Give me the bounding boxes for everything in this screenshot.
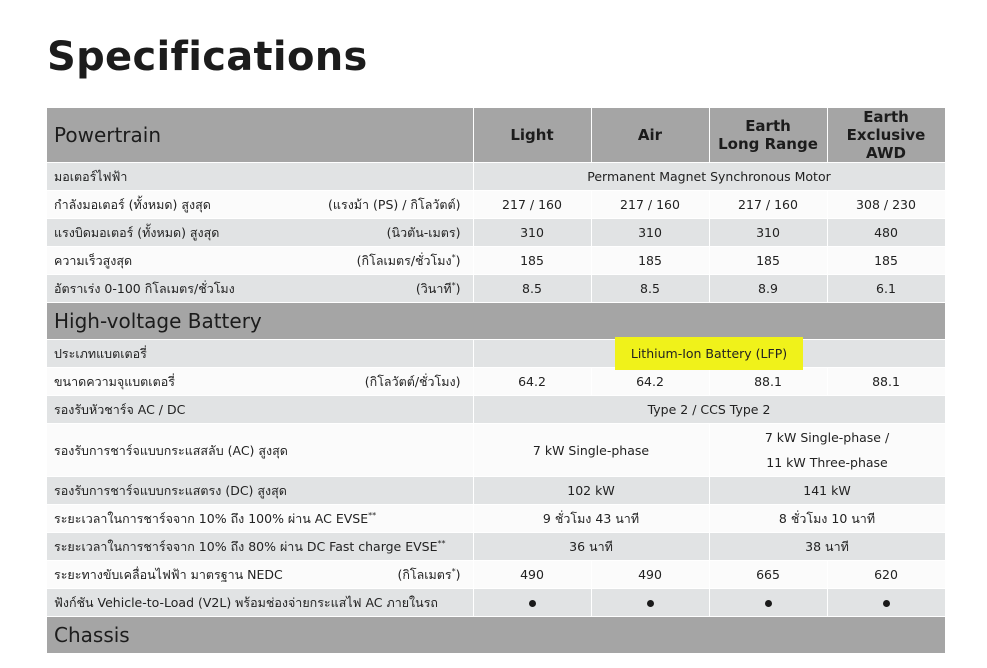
table-row (47, 533, 945, 561)
highlight-marker: Lithium-Ion Battery (LFP) (615, 337, 803, 370)
table-row (47, 424, 945, 477)
row-label: รองรับหัวชาร์จ AC / DC (47, 396, 473, 424)
value-cell: 185 (591, 247, 709, 275)
model-header-air: Air (591, 108, 709, 163)
model-header-earth-long-range: Earth Long Range (709, 108, 827, 163)
value-cell: 185 (709, 247, 827, 275)
feature-cell (473, 589, 591, 617)
section-title-powertrain: Powertrain (47, 108, 473, 163)
feature-cell (591, 589, 709, 617)
pair-value: 102 kW (473, 477, 709, 505)
feature-cell (827, 589, 945, 617)
row-unit: (กิโลเมตร/ชั่วโมง*) (356, 252, 461, 268)
value-cell: 8.9 (709, 275, 827, 303)
value-cell: 308 / 230 (827, 191, 945, 219)
value-cell: 185 (473, 247, 591, 275)
table-row (47, 275, 945, 303)
filled-dot-icon (647, 600, 654, 607)
merged-value: Type 2 / CCS Type 2 (473, 396, 945, 424)
value-cell: 64.2 (473, 368, 591, 396)
powertrain-header-row (47, 108, 945, 163)
row-label: แรงบิดมอเตอร์ (ทั้งหมด) สูงสุด (นิวตัน-เมตร) (47, 219, 473, 247)
row-unit: (กิโลเมตร*) (397, 566, 461, 582)
row-unit: (วินาที*) (415, 280, 461, 296)
value-cell: 217 / 160 (709, 191, 827, 219)
chassis-header-row (47, 617, 945, 654)
value-cell: 8.5 (591, 275, 709, 303)
model-header-light: Light (473, 108, 591, 163)
value-cell: 8.5 (473, 275, 591, 303)
row-label: มอเตอร์ไฟฟ้า (47, 163, 473, 191)
value-cell: 490 (473, 561, 591, 589)
row-label: ฟังก์ชัน Vehicle-to-Load (V2L) พร้อมช่องจ่ายกระแสไฟ AC ภายในรถ (47, 589, 473, 617)
row-label: ประเภทแบตเตอรี่ (47, 340, 473, 368)
table-row (47, 247, 945, 275)
section-title-battery: High-voltage Battery (47, 303, 945, 340)
value-cell: 310 (591, 219, 709, 247)
value-cell: 480 (827, 219, 945, 247)
row-label: ระยะเวลาในการชาร์จจาก 10% ถึง 100% ผ่าน AC EVSE** (47, 505, 473, 533)
table-row (47, 219, 945, 247)
merged-value (473, 340, 945, 368)
value-cell: 217 / 160 (473, 191, 591, 219)
pair-value: 7 kW Single-phase / 11 kW Three-phase (709, 424, 945, 477)
table-row (47, 561, 945, 589)
filled-dot-icon (883, 600, 890, 607)
spec-table (47, 108, 945, 654)
table-row (47, 505, 945, 533)
table-row (47, 589, 945, 617)
row-label: รองรับการชาร์จแบบกระแสสลับ (AC) สูงสุด (47, 424, 473, 477)
row-label: ขนาดความจุแบตเตอรี่ (กิโลวัตต์/ชั่วโมง) (47, 368, 473, 396)
filled-dot-icon (765, 600, 772, 607)
pair-value: 8 ชั่วโมง 10 นาที (709, 505, 945, 533)
value-cell: 310 (473, 219, 591, 247)
table-row (47, 477, 945, 505)
row-label: ระยะเวลาในการชาร์จจาก 10% ถึง 80% ผ่าน DC Fast charge EVSE** (47, 533, 473, 561)
pair-value: 38 นาที (709, 533, 945, 561)
value-cell: 217 / 160 (591, 191, 709, 219)
value-cell: 620 (827, 561, 945, 589)
table-row (47, 340, 945, 368)
merged-value: Permanent Magnet Synchronous Motor (473, 163, 945, 191)
pair-value: 36 นาที (473, 533, 709, 561)
value-cell: 88.1 (709, 368, 827, 396)
row-label: ความเร็วสูงสุด (กิโลเมตร/ชั่วโมง*) (47, 247, 473, 275)
table-row (47, 368, 945, 396)
value-cell: 88.1 (827, 368, 945, 396)
row-unit: (กิโลวัตต์/ชั่วโมง) (364, 373, 461, 389)
value-cell: 64.2 (591, 368, 709, 396)
battery-header-row (47, 303, 945, 340)
row-unit: (นิวตัน-เมตร) (386, 224, 461, 240)
value-cell: 310 (709, 219, 827, 247)
table-row (47, 191, 945, 219)
row-label: กำลังมอเตอร์ (ทั้งหมด) สูงสุด (แรงม้า (PS) / กิโลวัตต์) (47, 191, 473, 219)
row-unit: (แรงม้า (PS) / กิโลวัตต์) (328, 196, 461, 212)
row-label: รองรับการชาร์จแบบกระแสตรง (DC) สูงสุด (47, 477, 473, 505)
filled-dot-icon (529, 600, 536, 607)
page-title: Specifications (47, 34, 368, 80)
row-label: อัตราเร่ง 0-100 กิโลเมตร/ชั่วโมง (วินาที*) (47, 275, 473, 303)
pair-value: 7 kW Single-phase (473, 424, 709, 477)
table-row (47, 396, 945, 424)
row-label: ระยะทางขับเคลื่อนไฟฟ้า มาตรฐาน NEDC (กิโลเมตร*) (47, 561, 473, 589)
table-row (47, 163, 945, 191)
pair-value: 141 kW (709, 477, 945, 505)
value-cell: 6.1 (827, 275, 945, 303)
value-cell: 490 (591, 561, 709, 589)
feature-cell (709, 589, 827, 617)
pair-value: 9 ชั่วโมง 43 นาที (473, 505, 709, 533)
model-header-earth-exclusive-awd: Earth Exclusive AWD (827, 108, 945, 163)
value-cell: 665 (709, 561, 827, 589)
section-title-chassis: Chassis (47, 617, 945, 654)
value-cell: 185 (827, 247, 945, 275)
